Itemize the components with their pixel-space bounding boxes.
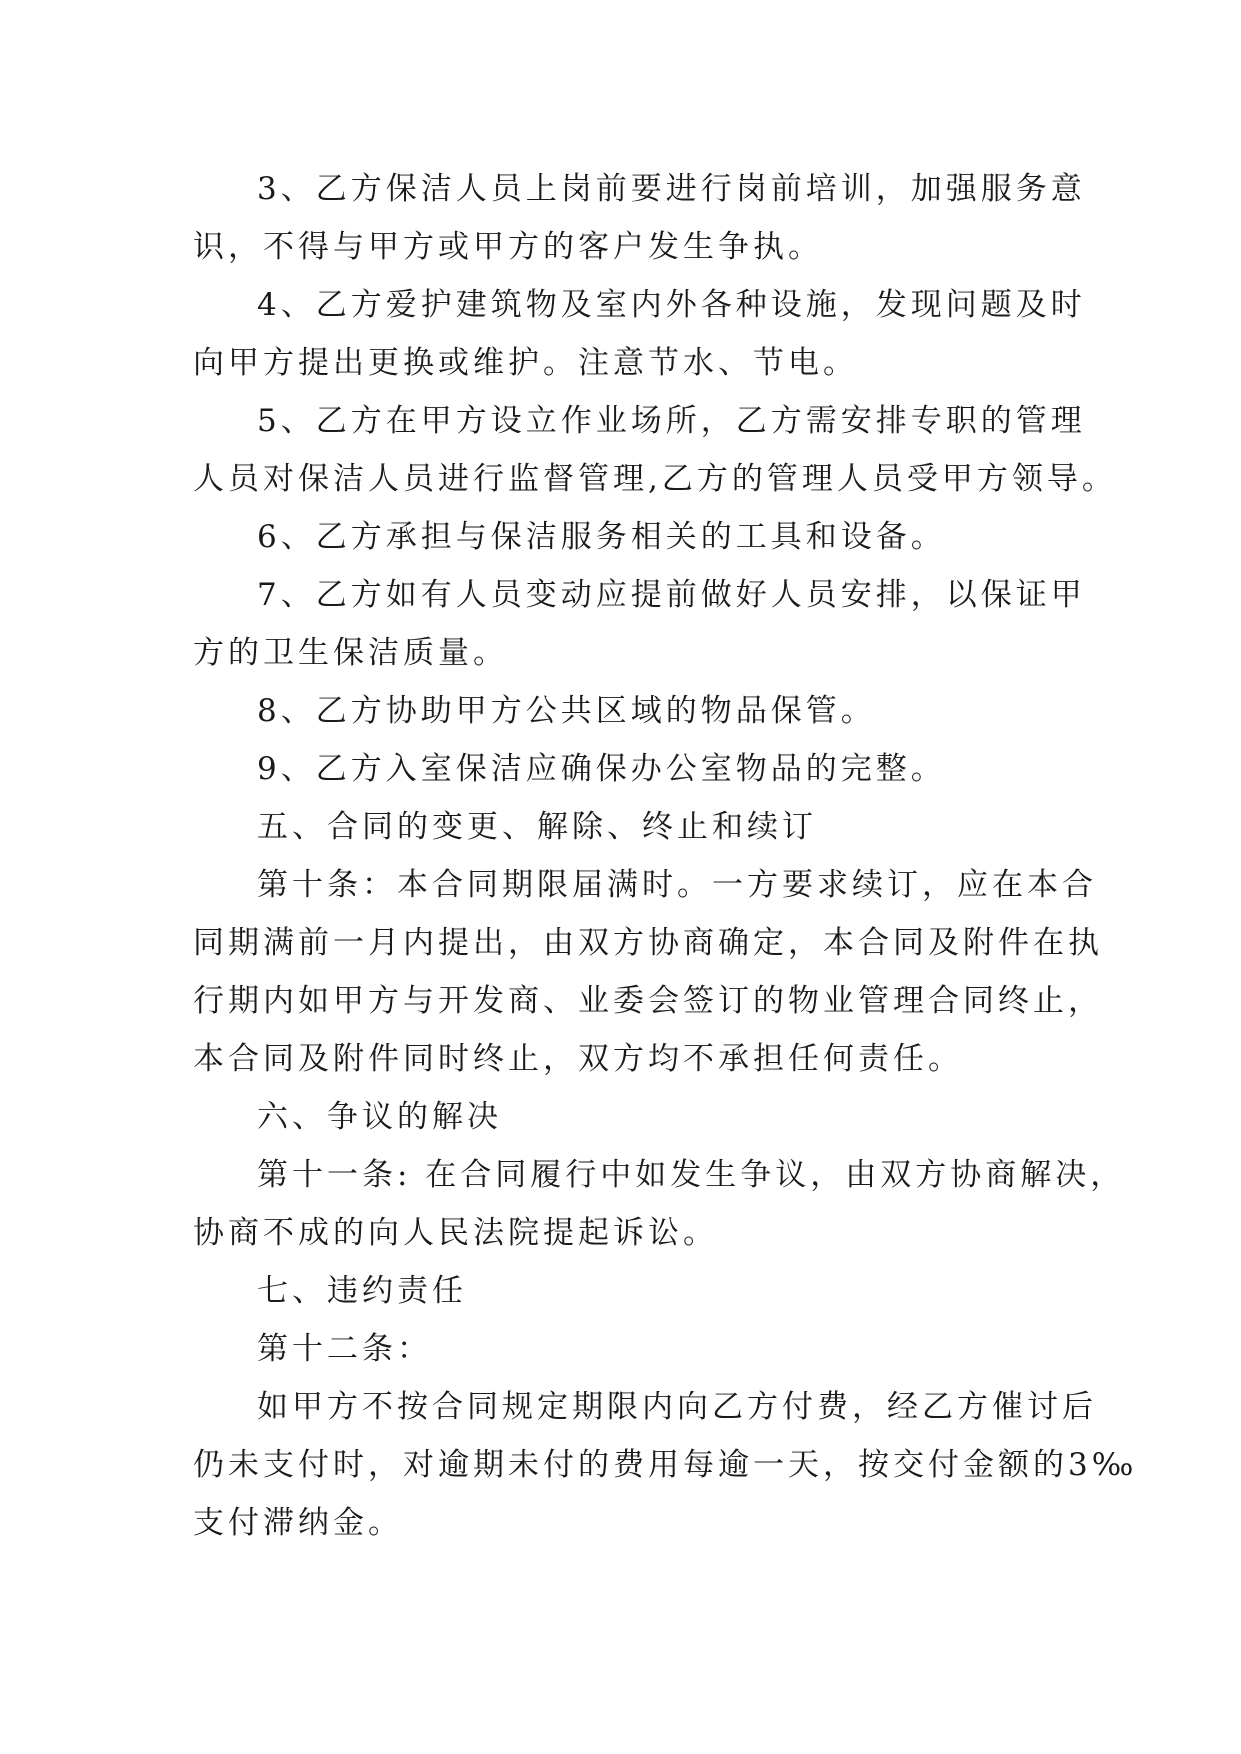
text-line: 七、违约责任: [257, 1273, 467, 1309]
text-line: 第十二条：: [257, 1331, 432, 1367]
text-line: 五、合同的变更、解除、终止和续订: [257, 809, 817, 845]
text-line: 第十一条: 在合同履行中如发生争议，由双方协商解决，: [257, 1157, 1126, 1193]
text-line: 3、乙方保洁人员上岗前要进行岗前培训，加强服务意: [257, 171, 1086, 207]
text-line: 人员对保洁人员进行监督管理,乙方的管理人员受甲方领导。: [193, 461, 1117, 497]
text-line: 行期内如甲方与开发商、业委会签订的物业管理合同终止，: [193, 983, 1103, 1019]
text-line: 5、乙方在甲方设立作业场所，乙方需安排专职的管理: [257, 403, 1086, 439]
text-line: 如甲方不按合同规定期限内向乙方付费，经乙方催讨后: [257, 1389, 1097, 1425]
text-line: 识，不得与甲方或甲方的客户发生争执。: [193, 229, 823, 265]
text-line: 支付滞纳金。: [193, 1505, 403, 1541]
text-line: 协商不成的向人民法院提起诉讼。: [193, 1215, 718, 1251]
text-line: 仍未支付时，对逾期未付的费用每逾一天，按交付金额的3‰: [193, 1447, 1138, 1483]
text-line: 4、乙方爱护建筑物及室内外各种设施，发现问题及时: [257, 287, 1086, 323]
text-line: 第十条：本合同期限届满时。一方要求续订，应在本合: [257, 867, 1097, 903]
text-line: 向甲方提出更换或维护。注意节水、节电。: [193, 345, 858, 381]
text-line: 六、争议的解决: [257, 1099, 502, 1135]
text-line: 6、乙方承担与保洁服务相关的工具和设备。: [257, 519, 946, 555]
text-line: 方的卫生保洁质量。: [193, 635, 508, 671]
document-body: [193, 160, 1138, 1552]
text-line: 同期满前一月内提出，由双方协商确定，本合同及附件在执: [193, 925, 1103, 961]
text-line: 本合同及附件同时终止，双方均不承担任何责任。: [193, 1041, 963, 1077]
text-line: 7、乙方如有人员变动应提前做好人员安排，以保证甲: [257, 577, 1086, 613]
text-line: 9、乙方入室保洁应确保办公室物品的完整。: [257, 751, 946, 787]
text-line: 8、乙方协助甲方公共区域的物品保管。: [257, 693, 876, 729]
